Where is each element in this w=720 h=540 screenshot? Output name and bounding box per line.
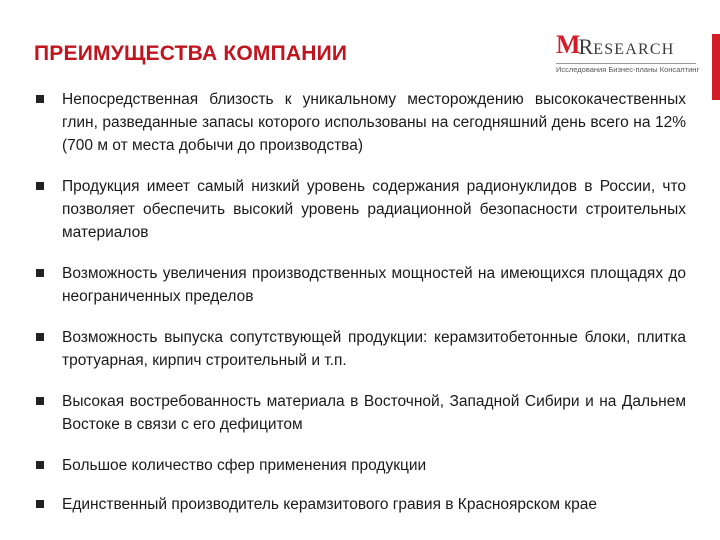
square-bullet-icon (36, 269, 44, 277)
list-item (36, 262, 686, 308)
list-item (36, 390, 686, 436)
advantages-list (36, 88, 686, 516)
list-item-text: Большое количество сфер применения продукции (62, 457, 427, 474)
logo-letter-r: R (578, 34, 594, 59)
list-item-text: Продукция имеет самый низкий уровень содержания радионуклидов в России, что позволяет обеспечить высокий уровень радиационной безопасности строительных материалов (62, 178, 686, 241)
list-item-text: Высокая востребованность материала в Восточной, Западной Сибири и на Дальнем Востоке в связи с его дефицитом (62, 393, 686, 433)
square-bullet-icon (36, 333, 44, 341)
logo-word-rest: ESEARCH (593, 41, 675, 58)
list-item (36, 88, 686, 157)
list-item (36, 493, 686, 516)
square-bullet-icon (36, 397, 44, 405)
list-item (36, 175, 686, 244)
square-bullet-icon (36, 500, 44, 508)
logo-wordmark (556, 32, 696, 58)
list-item-text: Возможность увеличения производственных мощностей на имеющихся площадях до неограниченных пределов (62, 265, 686, 305)
list-item-text: Непосредственная близость к уникальному месторождению высококачественных глин, разведанные запасы которого использованы на сегодняшний день всего на 12% (700 м от места добычи до производства) (62, 91, 686, 154)
square-bullet-icon (36, 95, 44, 103)
square-bullet-icon (36, 182, 44, 190)
list-item-text: Возможность выпуска сопутствующей продукции: керамзитобетонные блоки, плитка тротуарная, кирпич строительный и т.п. (62, 329, 686, 369)
slide-title: ПРЕИМУЩЕСТВА КОМПАНИИ (34, 42, 348, 65)
logo-tagline: Исследования Бизнес-планы Консалтинг (556, 65, 700, 74)
logo-letter-m: M (556, 30, 581, 59)
list-item (36, 454, 686, 477)
list-item-text: Единственный производитель керамзитового гравия в Красноярском крае (62, 496, 597, 513)
list-item (36, 326, 686, 372)
square-bullet-icon (36, 461, 44, 469)
accent-bar (712, 34, 720, 100)
company-logo (556, 30, 700, 76)
